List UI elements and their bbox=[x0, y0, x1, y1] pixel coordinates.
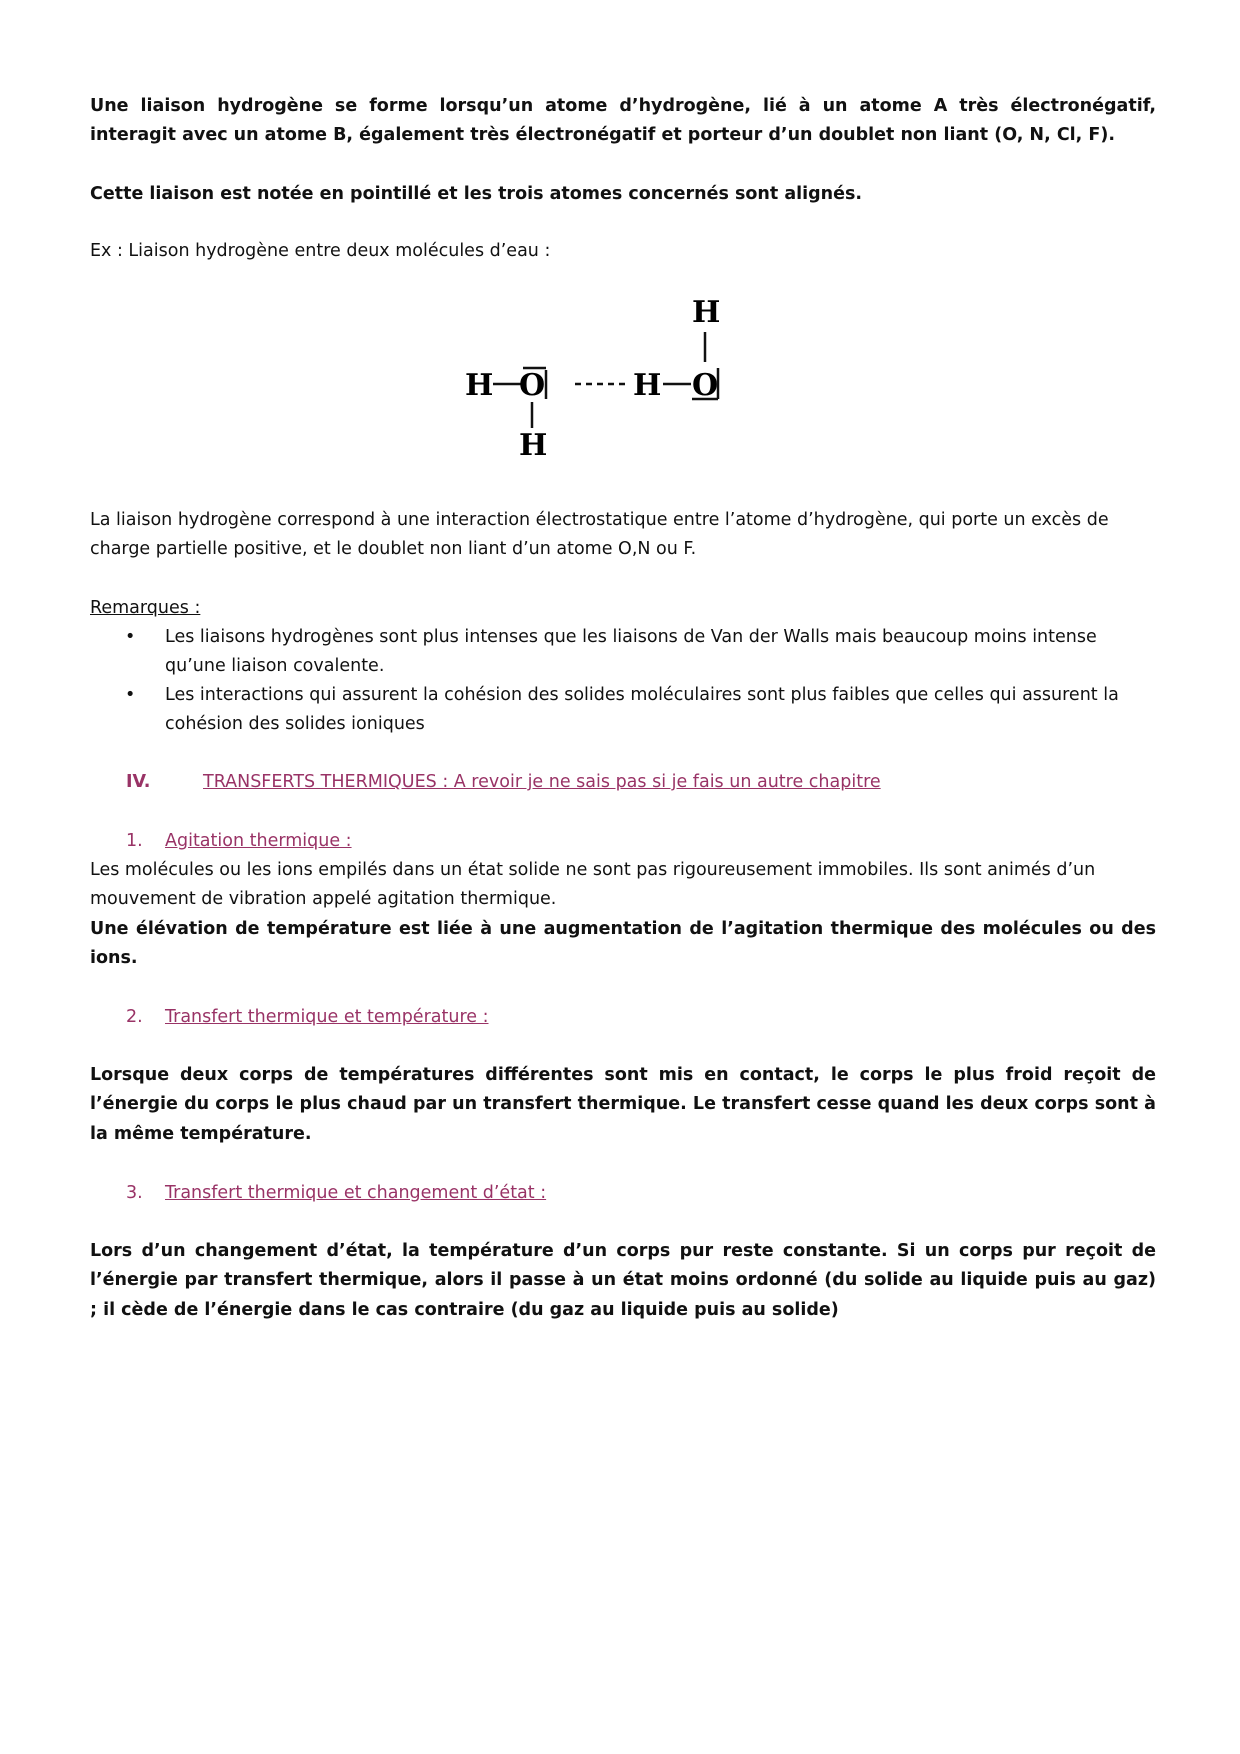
subsection-2-title: Transfert thermique et température : bbox=[165, 1007, 489, 1027]
atom-h-bottom: H bbox=[519, 428, 548, 463]
atom-o-left: O bbox=[519, 368, 546, 403]
atom-o-right: O bbox=[692, 368, 719, 403]
transfer-temperature-statement: Lorsque deux corps de températures différentes sont mis en contact, le corps le plus froid reçoit de l’énergie du corps le plus chaud par un transfert thermique. Le transfert cesse quand les deux corps sont à la même température. bbox=[90, 1065, 1156, 1144]
state-change-statement: Lors d’un changement d’état, la température d’un corps pur reste constante. Si un corps pur reçoit de l’énergie par transfert thermique, alors il passe à un état moins ordonné (du solide au liquide puis au gaz) ; il cède de l’énergie dans le cas contraire (du gaz au liquide puis au solide) bbox=[90, 1241, 1156, 1320]
atom-h-left: H bbox=[465, 368, 494, 403]
hydrogen-bond-definition: Une liaison hydrogène se forme lorsqu’un atome d’hydrogène, lié à un atome A très électronégatif, interagit avec un atome B, également très électronégatif et porteur d’un doublet non liant (O, N, Cl, F). bbox=[90, 96, 1156, 146]
document-page: Une liaison hydrogène se forme lorsqu’un atome d’hydrogène, lié à un atome A très électronégatif, interagit avec un atome B, également très électronégatif et porteur d’un doublet non liant (O, N, Cl, F). Cette liaison est notée en pointillé et les trois atomes concernés sont alignés. Ex : Liaison hydrogène entre deux molécules d’eau : H O H H O H La liaison hydrogène correspond à une interaction électrostatique entre l’atome d’hydrogène, qui porte un excès de charge partielle positive, et le doublet non liant d’un atome O,N ou F. Remarques : • Les liaisons hydrogènes sont plus intenses que les liaisons de Van der Walls mais beaucoup moins intense qu’une liaison covalente. • Les interactions qui assurent la cohésion des solides moléculaires sont plus faibles que celles qui assurent la cohésion des solides ioniques IV. TRANSFERTS THERMIQUES : A revoir je ne sais pas si je fais un autre chapitre 1. Agitation thermique : Les molécules ou les ions empilés dans un état solide ne sont pas rigoureusement immobiles. Ils sont animés d’un mouvement de vibration appelé agitation thermique. Une élévation de température est liée à une augmentation de l’agitation thermique des molécules ou des ions. 2. Transfert thermique et température : Lorsque deux corps de températures différentes sont mis en contact, le corps le plus froid reçoit de l’énergie du corps le plus chaud par un transfert thermique. Le transfert cesse quand les deux corps sont à la même température. 3. Transfert thermique et changement d’état : Lors d’un changement d’état, la température d’un corps pur reste constante. Si un corps pur reçoit de l’énergie par transfert thermique, alors il passe à un état moins ordonné (du solide au liquide puis au gaz) ; il cède de l’énergie dans le cas contraire (du gaz au liquide puis au solide) bbox=[0, 0, 1240, 1754]
bullet-icon: • bbox=[125, 627, 136, 647]
subsection-3-number: 3. bbox=[126, 1183, 143, 1203]
subsection-1-title: Agitation thermique : bbox=[165, 831, 352, 851]
atom-h-bonded: H bbox=[633, 368, 662, 403]
water-hydrogen-bond-diagram bbox=[455, 290, 755, 480]
subsection-1-number: 1. bbox=[126, 831, 143, 851]
agitation-key-statement: Une élévation de température est liée à une augmentation de l’agitation thermique des molécules ou des ions. bbox=[90, 919, 1156, 969]
section-iv-title: TRANSFERTS THERMIQUES : A revoir je ne sais pas si je fais un autre chapitre bbox=[203, 772, 881, 792]
example-label: Ex : Liaison hydrogène entre deux molécules d’eau : bbox=[90, 241, 551, 261]
subsection-3-title: Transfert thermique et changement d’état : bbox=[165, 1183, 547, 1203]
explanation-paragraph: La liaison hydrogène correspond à une interaction électrostatique entre l’atome d’hydrogène, qui porte un excès de charge partielle positive, et le doublet non liant d’un atome O,N ou F. bbox=[90, 510, 1109, 560]
atom-h-top: H bbox=[692, 295, 721, 330]
notation-statement: Cette liaison est notée en pointillé et les trois atomes concernés sont alignés. bbox=[90, 184, 863, 204]
remarks-title: Remarques : bbox=[90, 598, 201, 618]
section-iv-number: IV. bbox=[126, 772, 151, 792]
agitation-paragraph: Les molécules ou les ions empilés dans un état solide ne sont pas rigoureusement immobiles. Ils sont animés d’un mouvement de vibration appelé agitation thermique. bbox=[90, 860, 1096, 910]
subsection-2-number: 2. bbox=[126, 1007, 143, 1027]
bullet-icon: • bbox=[125, 685, 136, 705]
